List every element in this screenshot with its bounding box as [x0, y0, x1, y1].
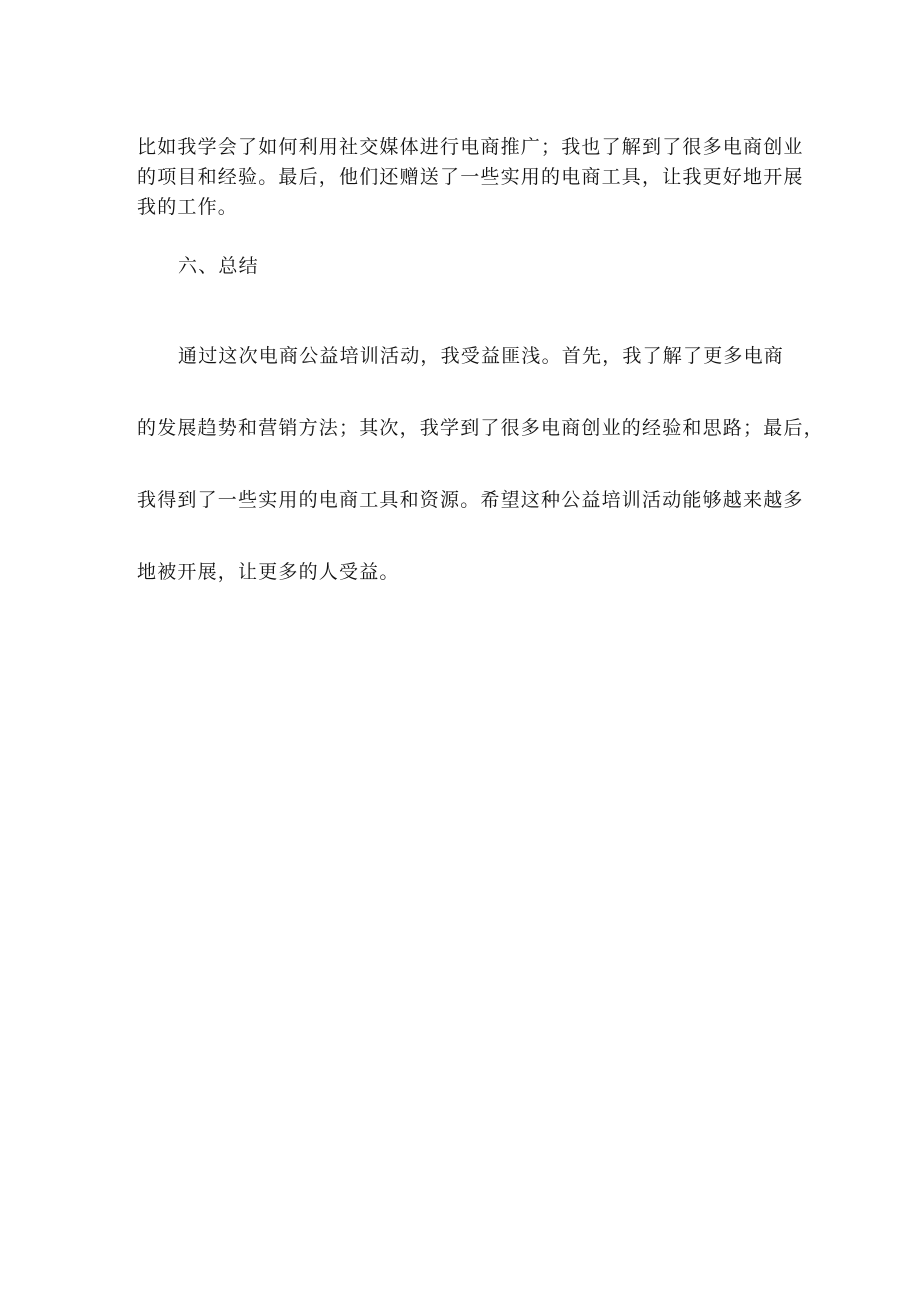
summary-line-2: 的发展趋势和营销方法；其次，我学到了很多电商创业的经验和思路；最后， [137, 417, 824, 439]
section-heading: 六、总结 [178, 255, 259, 277]
intro-paragraph [137, 132, 804, 222]
summary-line-1: 通过这次电商公益培训活动，我受益匪浅。首先，我了解了更多电商 [178, 345, 785, 367]
intro-line-2: 的项目和经验。最后，他们还赠送了一些实用的电商工具，让我更好地开展 [137, 166, 804, 188]
summary-line-4: 地被开展，让更多的人受益。 [137, 561, 400, 583]
intro-line-3: 我的工作。 [137, 196, 239, 218]
intro-line-1: 比如我学会了如何利用社交媒体进行电商推广；我也了解到了很多电商创业 [137, 136, 804, 158]
summary-line-3: 我得到了一些实用的电商工具和资源。希望这种公益培训活动能够越来越多 [137, 489, 804, 511]
summary-paragraph [137, 320, 824, 608]
